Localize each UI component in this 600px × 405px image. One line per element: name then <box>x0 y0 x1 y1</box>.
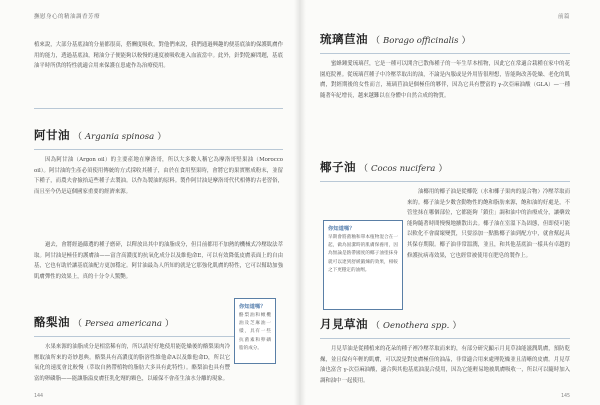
coconut-paragraph: 油椰用的椰子油是從椰乾（水和椰子果肉的混合物）冷壓萃取而來的。椰子油是少數含動物性的飽和脂肪來源，飽和油的好處是，不管塗抹在哪個部位，它都能夠「鎖住」調和油中的治療成分，讓藥效能夠隨著時間慢慢地擴散出去。椰子油在室溫下為固態，但即使可能以軟化不會腐壞變質，只要添加一點點椰子油到配方中，就會幫起具其保存期限。椰子油非常溫潤，並且，和其他基底油一樣具有卓越的修護抗病毒效果，它也經常被使用在肥皂的製作上。 <box>407 189 570 259</box>
coconut-latin-name: Cocos nucifera <box>371 164 436 174</box>
borage-heading: 琉璃苣油 （ Borago officinalis ） <box>320 32 471 46</box>
avocado-note-title: 你知道嗎？ <box>239 304 266 310</box>
page-number-right: 145 <box>560 393 570 399</box>
avocado-title: 酪梨油 <box>34 315 70 329</box>
right-page <box>300 0 600 405</box>
coconut-heading-rule <box>320 181 570 182</box>
avocado-note-box <box>234 298 276 364</box>
avocado-note-body: 酪梨油和橄欖油及芝麻油一樣，具有一些抗菌素和卵磷脂的成分。 <box>239 313 271 351</box>
argan-paragraph-2: 過去，會將經過篩選的種子磨碎，以釋放出其中的油脂成分，但目前都用不加熱的機械式冷壓取法萃取。阿甘油是極佳的護膚油——富含高濃度的抗氧化成分以及維他命E，可以有效降低皮膚表面上的自由基，它也有助於讓基底油配方更加穩定。阿甘油最為人所知的就是它那強化肌膚的特性，它可以幫助加強肌膚彈性的效果上，真的十分令人驚艷。 <box>34 242 283 280</box>
evening-primrose-latin-name: Oenothera spp. <box>383 321 450 331</box>
coconut-note-body: 早期會將菌釉和單本植物混合在一起，做為固潔時的肌膚保養用，因為無論是熱帶國度的椰子油塗抹身就可以達到舒緩鍛煉的效果，相較之下更穩定的油劑。 <box>328 235 398 273</box>
page-number-left: 144 <box>34 393 44 399</box>
avocado-paragraph: 水果來源的油脂成分是相當稀有的，所以請好好地使用能乾燥後的酪梨果肉冷壓取油所來的奇妙恩典。酪梨具有高濃度的脂溶性維他命A以及維他命D，所以它氧化的速度會比較慢（萃取自熱帶植物的脂肪大多具有此特性）。酪梨油也具有豐富的卵磷脂——能讓脂溢皮膚狂乳化劑的顆色，以確保不會產生油水分離的現象。 <box>34 344 230 382</box>
book-gutter <box>294 0 306 405</box>
coconut-note-title: 你知道嗎？ <box>328 226 355 232</box>
borage-paragraph: 蜜蜂鍾愛琉璃苣，它是一種可以開含已散佈種子的一年生草本植物，因此它在常適合栽種在家中的花園庭院裡。從琉璃苣種子中冷壓萃取出的油，不論是內服或是外用皆很理想，皆能夠改善乾燥、老化的肌膚，對經期後的女性而言，琉璃苣油是個極佳的夥伴，因為它具有豐富的 γ-次亞麻油酸（GLA）—一種隨著年紀增長，越來越難以在身體中自然合成的物質。 <box>320 61 570 99</box>
intro-paragraph: 植來說，大部分基底油的分量都很高，搭酬度吸收，對他們來說，我們通過興趣的便基底油的保護肌膚作用的能力，透過基底油，精油分子便能夠以較慢的速度被吸收進入血液當中。此外，針對乾癬問題，基底油平時所供的特性就適合用來保護在患處作為治療使用。 <box>34 42 283 70</box>
evening-primrose-title: 月見草油 <box>320 317 368 331</box>
coconut-title: 椰子油 <box>320 160 356 174</box>
borage-latin-name: Borago officinalis <box>383 36 459 46</box>
coconut-heading: 椰子油 （ Cocos nucifera ） <box>320 160 448 174</box>
evening-primrose-heading-rule <box>320 338 570 339</box>
argan-title: 阿甘油 <box>34 128 70 142</box>
avocado-heading-rule <box>34 336 234 337</box>
running-head-left: 撫慰身心的精油調香芳療 <box>34 14 101 20</box>
borage-title: 琉璃苣油 <box>320 32 368 46</box>
running-head-right: 前篇 <box>557 14 570 20</box>
avocado-heading: 酪梨油 （ Persea americana ） <box>34 315 174 329</box>
argan-latin-name: Argania spinosa <box>85 132 155 142</box>
evening-primrose-heading: 月見草油 （ Oenothera spp. ） <box>320 317 462 331</box>
argan-paragraph-1: 因為阿甘油（Argon oil）的主要產地在摩洛哥，所以大多數人稱它為摩洛哥堅果油（Morocco oil）。阿甘油的生產必須使用傳統的方式採收其種子，由於在食用堅果時，會將它的果實壓成粉末，並留下種子，而農夫會撿拾這些種子去製油。以作為製油的原料。製作阿甘油是摩洛哥代代相傳的古老習俗，而且至今仍是這個國家重要的經濟來源。 <box>34 157 283 195</box>
argan-heading: 阿甘油 （ Argania spinosa ） <box>34 128 167 142</box>
avocado-latin-name: Persea americana <box>85 319 162 329</box>
evening-primrose-paragraph: 月見草油是從種植來的花朵的種子裡冷壓萃取而來的，有部分研究顯示月見草油能滋潤肌膚，預防乾燥，並且保有年輕的肌膚，可以說是對皮膚極佳的油品，非常適合用來處理乾燥並且清晰的皮膚。月見草油也富含 γ-次亞麻油酸，適合與其他基底油混合使用，因為它能輕易地被肌膚吸收一，所以可以隨時加入調和油中一起使用。 <box>320 346 570 384</box>
coconut-note-box <box>323 220 403 310</box>
argan-heading-rule <box>34 149 283 150</box>
section-divider <box>34 108 283 109</box>
borage-heading-rule <box>320 53 570 54</box>
